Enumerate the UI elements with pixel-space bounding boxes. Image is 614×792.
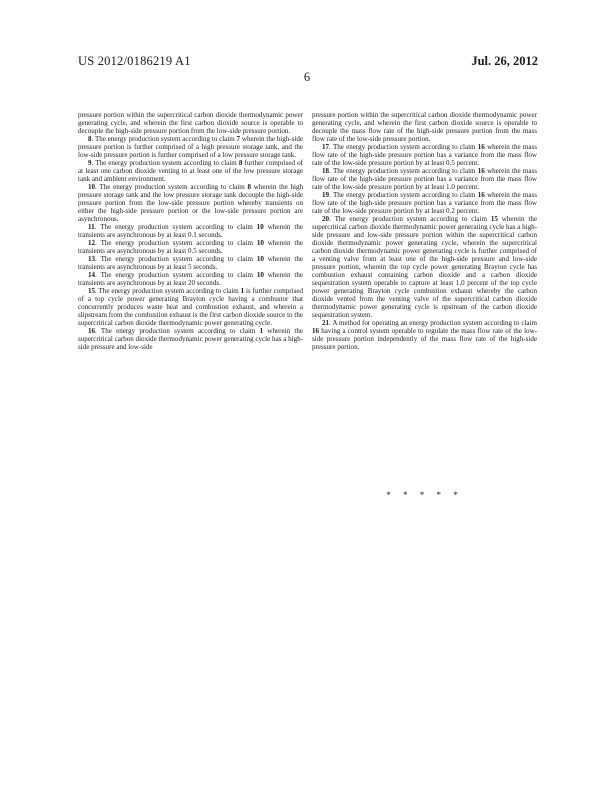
left-column — [78, 111, 303, 351]
claim-21: 21. A method for operating an energy production system according to claim 16 having a control system operable to regulate the mass flow rate of the low-side pressure portion independently of the mass flow rate of the high-side pressure portion. — [312, 319, 537, 352]
publication-date: Jul. 26, 2012 — [471, 54, 538, 68]
publication-number: US 2012/0186219 A1 — [78, 54, 191, 68]
claim-13: 13. The energy production system according to claim 10 wherein the transients are asynchronous by at least 5 seconds. — [78, 255, 303, 272]
claim-9: 9. The energy production system according to claim 8 further comprised of at least one carbon dioxide venting to at least one of the low pressure storage tank and ambient environment. — [78, 159, 303, 184]
end-of-document-mark: * * * * * — [386, 490, 463, 500]
claim-8: 8. The energy production system according to claim 7 wherein the high-side pressure portion is further comprised of a high pressure storage tank, and the low-side pressure portion is further comprised of a low pressure storage tank. — [78, 135, 303, 160]
claim-18: 18. The energy production system according to claim 16 wherein the mass flow rate of the high-side pressure portion has a variance from the mass flow rate of the low-side pressure portion by at least 1.0 percent. — [312, 167, 537, 192]
claim-19: 19. The energy production system according to claim 16 wherein the mass flow rate of the high-side pressure portion has a variance from the mass flow rate of the low-side pressure portion by at least 0.2 percent. — [312, 191, 537, 216]
right-column — [312, 111, 537, 351]
claim-continuation: pressure portion within the supercritical carbon dioxide thermodynamic power generating cycle, and wherein the first carbon dioxide source is operable to decouple the high-side pressure portion from the low-side pressure portion. — [78, 111, 303, 136]
claim-16: 16. The energy production system according to claim 1 wherein the supercritical carbon dioxide thermodynamic power generating cycle has a high-side pressure and low-side — [78, 327, 303, 352]
claim-20: 20. The energy production system according to claim 15 wherein the supercritical carbon dioxide thermodynamic power generating cycle has a high-side pressure and low-side pressure portion within the supercritical carbon dioxide thermodynamic power generating cycle, wherein the supercritical carbon dioxide thermodynamic power generating cycle is further comprised of a venting valve from at least one of the high-side pressure and low-side pressure portion, wherein the top cycle power generating Brayton cycle has combustion exhaust containing carbon dioxide and a carbon dioxide sequestration system operable to capture at least 1.0 percent of the top cycle power generating Brayton cycle combustion exhaust whereby the carbon dioxide vented from the venting valve of the supercritical carbon dioxide thermodynamic power generating cycle is upstream of the carbon dioxide sequestration system. — [312, 215, 537, 320]
claim-12: 12. The energy production system according to claim 10 wherein the transients are asynchronous by at least 0.5 seconds. — [78, 239, 303, 256]
claim-14: 14. The energy production system according to claim 10 wherein the transients are asynchronous by at least 20 seconds. — [78, 271, 303, 288]
claim-11: 11. The energy production system according to claim 10 wherein the transients are asynchronous by at least 0.1 seconds. — [78, 223, 303, 240]
claim-15: 15. The energy production system according to claim 1 is further comprised of a top cycle power generating Brayton cycle having a combustor that concurrently produces waste heat and combustion exhaust, and wherein a slipstream from the combustion exhaust is the first carbon dioxide source to the supercritical carbon dioxide thermodynamic power generating cycle. — [78, 287, 303, 328]
page-number: 6 — [303, 70, 311, 84]
claim-10: 10. The energy production system according to claim 8 wherein the high pressure storage tank and the low pressure storage tank decouple the high-side pressure portion from the low-side pressure portion whereby transients on either the high-side pressure portion or the low-side pressure portion are asynchronous. — [78, 183, 303, 224]
claim-17: 17. The energy production system according to claim 16 wherein the mass flow rate of the high-side pressure portion has a variance from the mass flow rate of the low-side pressure portion by at least 0.5 percent. — [312, 143, 537, 168]
claim-continuation: pressure portion within the supercritical carbon dioxide thermodynamic power generating cycle, and wherein the first carbon dioxide source is operable to decouple the mass flow rate of the high-side pressure portion from the mass flow rate of the low-side pressure portion. — [312, 111, 537, 144]
